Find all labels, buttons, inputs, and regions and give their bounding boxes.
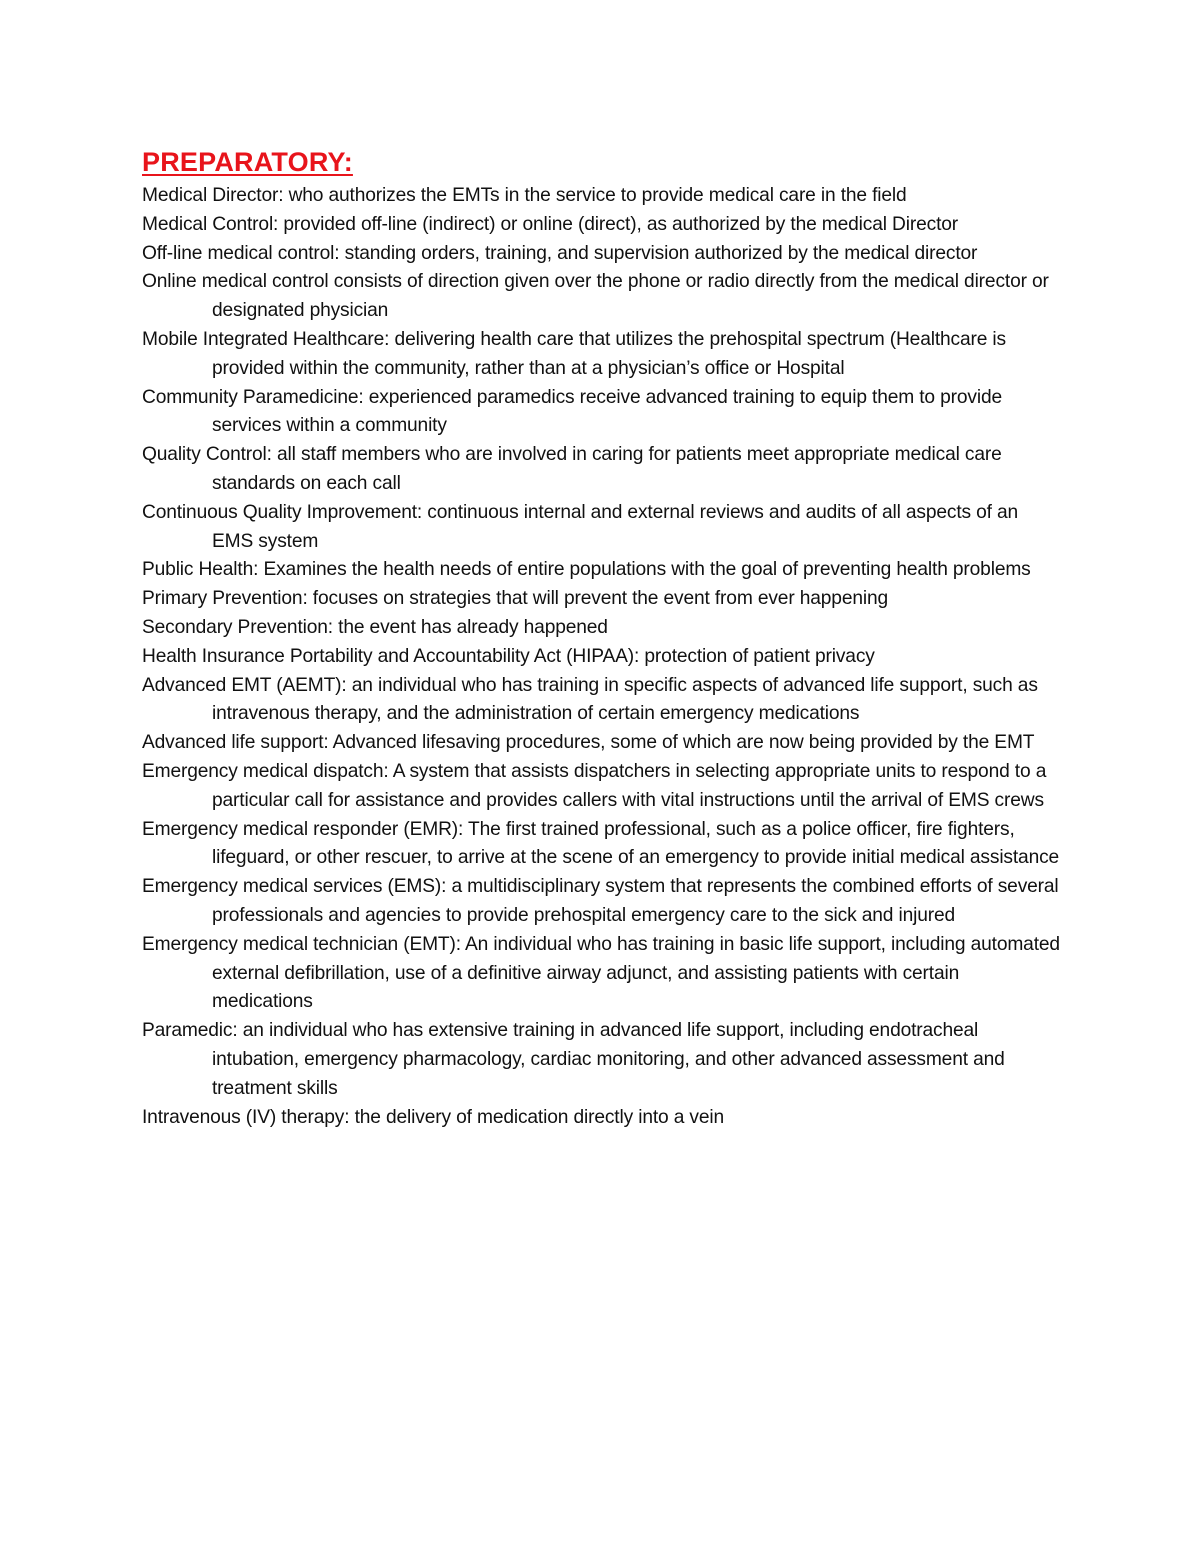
definition-entry: Intravenous (IV) therapy: the delivery of medication directly into a vein <box>142 1106 725 1128</box>
section-heading: PREPARATORY: <box>142 147 353 177</box>
definition-entry: Medical Control: provided off-line (indirect) or online (direct), as authorized by the medical Director <box>142 213 959 235</box>
definition-entry: Public Health: Examines the health needs of entire populations with the goal of preventing health problems <box>142 559 1031 581</box>
definition-entry: Emergency medical responder (EMR): The first trained professional, such as a police officer, fire fighters, lifeguard, or other rescuer, to arrive at the scene of an emergency to provide initial medical assistance <box>142 818 1060 869</box>
definition-entry: Quality Control: all staff members who are involved in caring for patients meet appropriate medical care standards on each call <box>142 444 1002 494</box>
definition-entry: Community Paramedicine: experienced paramedics receive advanced training to equip them to provide services within a community <box>142 386 1003 437</box>
definition-entry: Advanced life support: Advanced lifesaving procedures, some of which are now being provided by the EMT <box>142 732 1035 754</box>
definition-entry: Paramedic: an individual who has extensive training in advanced life support, including endotracheal intubation, emergency pharmacology, cardiac monitoring, and other advanced assessment and treatment skills <box>142 1020 1005 1099</box>
definition-entry: Online medical control consists of direction given over the phone or radio directly from the medical director or designated physician <box>142 271 1049 322</box>
definition-entry: Emergency medical services (EMS): a multidisciplinary system that represents the combined efforts of several professionals and agencies to provide prehospital emergency care to the sick and injured <box>142 876 1059 926</box>
definition-entry: Secondary Prevention: the event has already happened <box>142 616 608 638</box>
definition-entry: Primary Prevention: focuses on strategies that will prevent the event from ever happening <box>142 588 889 610</box>
document-page <box>142 145 1062 1132</box>
definition-entry: Advanced EMT (AEMT): an individual who has training in specific aspects of advanced life support, such as intravenous therapy, and the administration of certain emergency medications <box>142 674 1038 725</box>
definition-entry: Health Insurance Portability and Accountability Act (HIPAA): protection of patient privacy <box>142 645 875 667</box>
definition-entry: Continuous Quality Improvement: continuous internal and external reviews and audits of all aspects of an EMS system <box>142 501 1019 552</box>
definition-entry: Mobile Integrated Healthcare: delivering health care that utilizes the prehospital spectrum (Healthcare is provided within the community, rather than at a physician’s office or Hospital <box>142 328 1006 379</box>
definition-entry: Emergency medical dispatch: A system that assists dispatchers in selecting appropriate units to respond to a particular call for assistance and provides callers with vital instructions until the arrival of EMS crews <box>142 760 1047 811</box>
definition-entry: Medical Director: who authorizes the EMTs in the service to provide medical care in the field <box>142 185 907 206</box>
definition-entry: Emergency medical technician (EMT): An individual who has training in basic life support, including automated external defibrillation, use of a definitive airway adjunct, and assisting patients with certain medications <box>142 933 1060 1013</box>
definition-entry: Off-line medical control: standing orders, training, and supervision authorized by the medical director <box>142 242 978 264</box>
definition-list <box>142 182 1062 1132</box>
